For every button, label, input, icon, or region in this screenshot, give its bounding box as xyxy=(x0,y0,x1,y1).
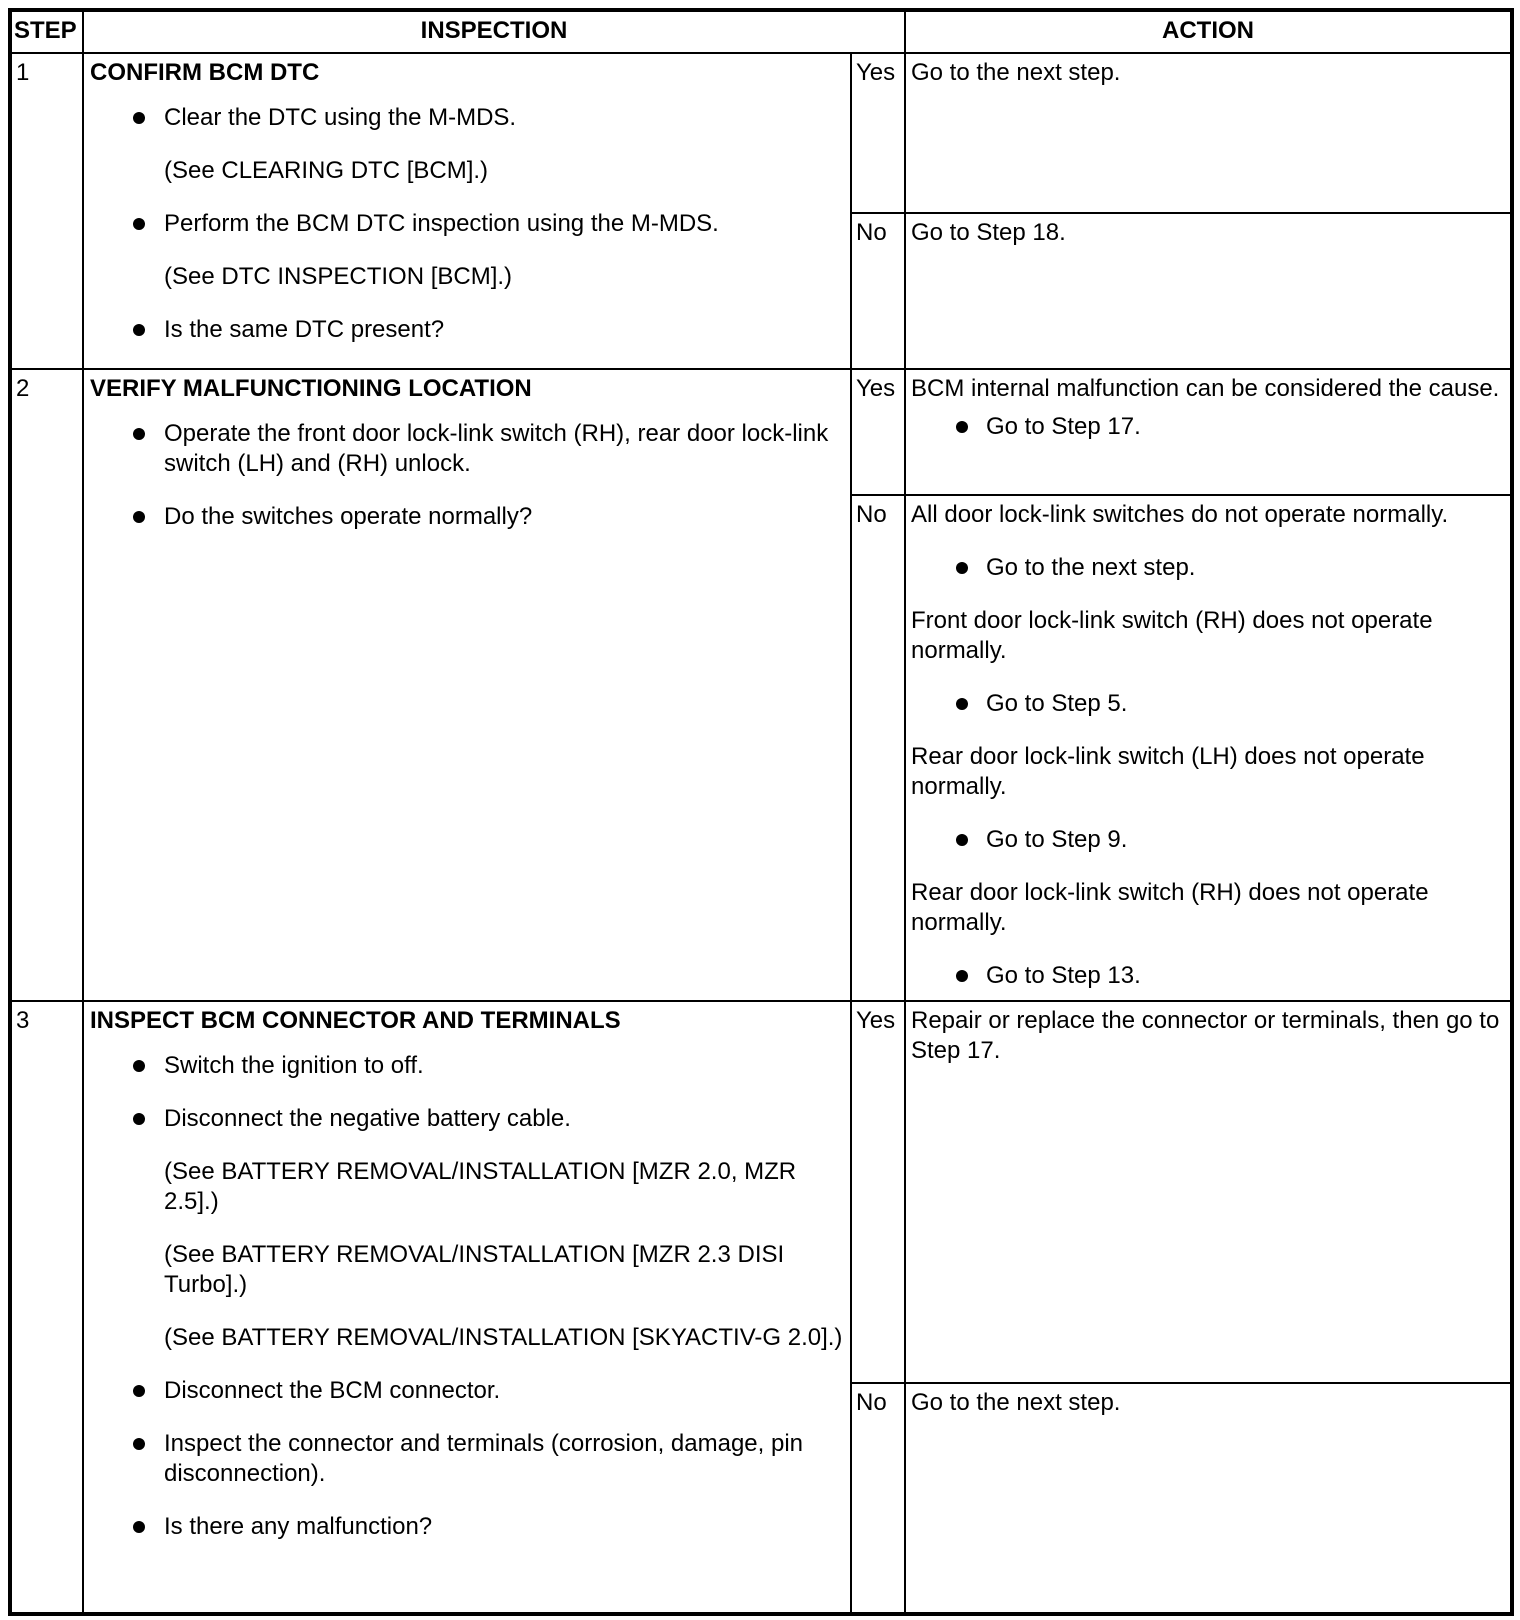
header-inspection: INSPECTION xyxy=(83,11,905,53)
inspection-bullet: Inspect the connector and terminals (corrosion, damage, pin disconnection). xyxy=(90,1429,844,1489)
action-bullet: Go to Step 9. xyxy=(911,825,1504,855)
action-bullet: Go to Step 5. xyxy=(911,689,1504,719)
inspection-reference: (See DTC INSPECTION [BCM].) xyxy=(164,263,513,290)
inspection-bullet: Is the same DTC present? xyxy=(90,315,844,345)
action-text: Repair or replace the connector or terminals, then go to Step 17. xyxy=(911,1007,1500,1064)
inspection-reference: (See CLEARING DTC [BCM].) xyxy=(164,157,489,184)
step-title: VERIFY MALFUNCTIONING LOCATION xyxy=(90,375,532,402)
action-text: BCM internal malfunction can be considered the cause. xyxy=(911,375,1500,402)
inspection-bullet: Operate the front door lock-link switch (RH), rear door lock-link switch (LH) and (RH) unlock. xyxy=(90,419,844,479)
action-bullet: Go to Step 13. xyxy=(911,961,1504,991)
action-text: Rear door lock-link switch (LH) does not operate normally. xyxy=(911,743,1425,800)
no-action xyxy=(905,1383,1511,1613)
inspection-bullet: Switch the ignition to off. xyxy=(90,1051,844,1081)
action-text: Rear door lock-link switch (RH) does not operate normally. xyxy=(911,879,1429,936)
action-text: Go to Step 18. xyxy=(911,219,1066,246)
no-label: No xyxy=(851,213,905,369)
step-3-row-yes xyxy=(11,1001,1511,1383)
yes-label: Yes xyxy=(851,369,905,495)
inspection-bullet: Disconnect the BCM connector. xyxy=(90,1376,844,1406)
inspection-reference: (See BATTERY REMOVAL/INSTALLATION [SKYACTIV-G 2.0].) xyxy=(164,1324,843,1351)
step-3-inspection xyxy=(83,1001,851,1613)
header-row xyxy=(11,11,1511,53)
yes-action xyxy=(905,369,1511,495)
action-bullet: Go to the next step. xyxy=(911,553,1504,583)
inspection-bullet: Do the switches operate normally? xyxy=(90,502,844,532)
action-bullet: Go to Step 17. xyxy=(911,412,1504,442)
header-action: ACTION xyxy=(905,11,1511,53)
inspection-bullet: Is there any malfunction? xyxy=(90,1512,844,1542)
no-action xyxy=(905,213,1511,369)
step-number: 2 xyxy=(11,369,83,1001)
step-title: CONFIRM BCM DTC xyxy=(90,59,320,86)
step-title: INSPECT BCM CONNECTOR AND TERMINALS xyxy=(90,1007,621,1034)
no-label: No xyxy=(851,1383,905,1613)
inspection-bullet: Perform the BCM DTC inspection using the M-MDS. xyxy=(90,209,844,239)
step-2-row-yes xyxy=(11,369,1511,495)
step-1-row-yes xyxy=(11,53,1511,213)
header-step: STEP xyxy=(11,11,83,53)
action-text: All door lock-link switches do not operate normally. xyxy=(911,501,1449,528)
inspection-reference: (See BATTERY REMOVAL/INSTALLATION [MZR 2.0, MZR 2.5].) xyxy=(164,1158,797,1215)
yes-action xyxy=(905,1001,1511,1383)
yes-action xyxy=(905,53,1511,213)
inspection-bullet: Disconnect the negative battery cable. xyxy=(90,1104,844,1134)
inspection-reference: (See BATTERY REMOVAL/INSTALLATION [MZR 2.3 DISI Turbo].) xyxy=(164,1241,785,1298)
action-text: Go to the next step. xyxy=(911,59,1121,86)
troubleshooting-table xyxy=(10,10,1512,1614)
no-label: No xyxy=(851,495,905,1001)
action-text: Front door lock-link switch (RH) does not operate normally. xyxy=(911,607,1433,664)
step-2-inspection xyxy=(83,369,851,1001)
step-number: 1 xyxy=(11,53,83,369)
inspection-bullet: Clear the DTC using the M-MDS. xyxy=(90,103,844,133)
yes-label: Yes xyxy=(851,1001,905,1383)
step-number: 3 xyxy=(11,1001,83,1613)
step-1-inspection xyxy=(83,53,851,369)
no-action xyxy=(905,495,1511,1001)
yes-label: Yes xyxy=(851,53,905,213)
action-text: Go to the next step. xyxy=(911,1389,1121,1416)
